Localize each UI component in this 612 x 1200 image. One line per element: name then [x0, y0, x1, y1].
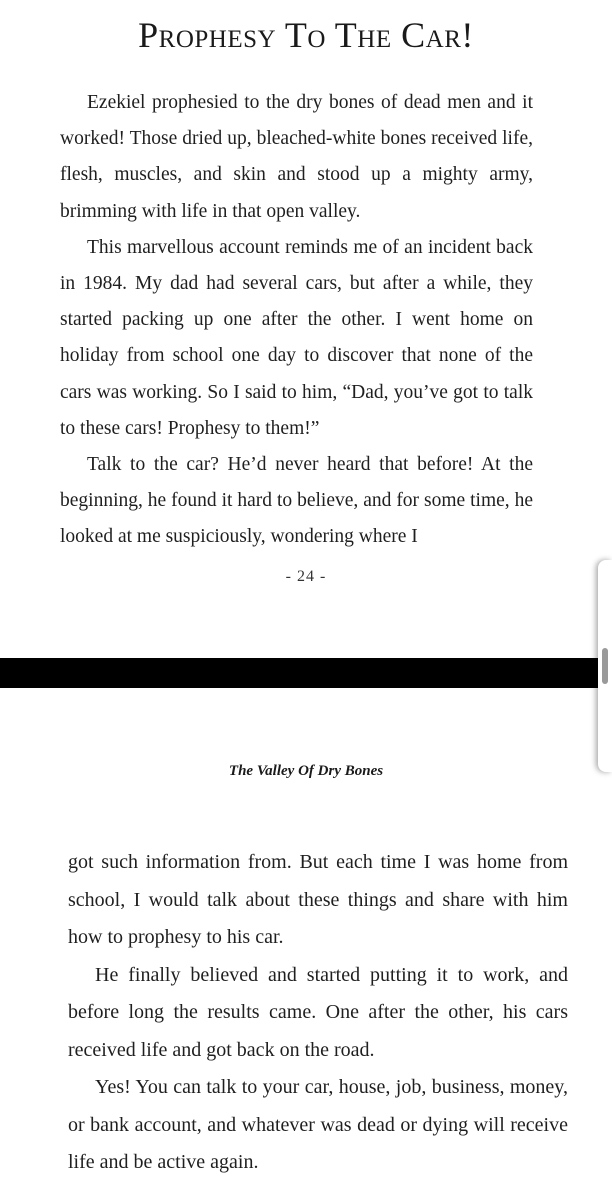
page-24-body	[60, 85, 533, 556]
running-header: The Valley Of Dry Bones	[228, 763, 384, 779]
page-divider	[0, 658, 612, 688]
page-25	[0, 688, 612, 1200]
scroll-handle[interactable]	[598, 560, 612, 772]
paragraph: Yes! You can talk to your car, house, job, business, money, or bank account, and whatever was dead or dying will receive life and be active again.	[68, 1076, 568, 1173]
paragraph: Ezekiel prophesied to the dry bones of dead men and it worked! Those dried up, bleached-white bones received life, flesh, muscles, and skin and stood up a mighty army, brimming with life in that open valley.	[60, 92, 533, 222]
grip-icon	[602, 648, 608, 684]
paragraph: Talk to the car? He’d never heard that before! At the beginning, he found it hard to believe, and for some time, he looked at me suspiciously, wondering where I	[60, 454, 533, 548]
page-25-body	[68, 844, 568, 1182]
paragraph: This marvellous account reminds me of an incident back in 1984. My dad had several cars, but after a while, they started packing up one after the other. I went home on holiday from school one day to discover that none of the cars was working. So I said to him, “Dad, you’ve got to talk to these cars! Prophesy to them!”	[60, 236, 533, 439]
paragraph: He finally believed and started putting it to work, and before long the results came. One after the other, his cars received life and got back on the road.	[68, 963, 568, 1061]
paragraph: got such information from. But each time I was home from school, I would talk about these things and share with him how to prophesy to his car.	[68, 851, 568, 948]
page-number: - 24 -	[285, 568, 327, 585]
chapter-title: Prophesy To The Car!	[138, 15, 474, 55]
